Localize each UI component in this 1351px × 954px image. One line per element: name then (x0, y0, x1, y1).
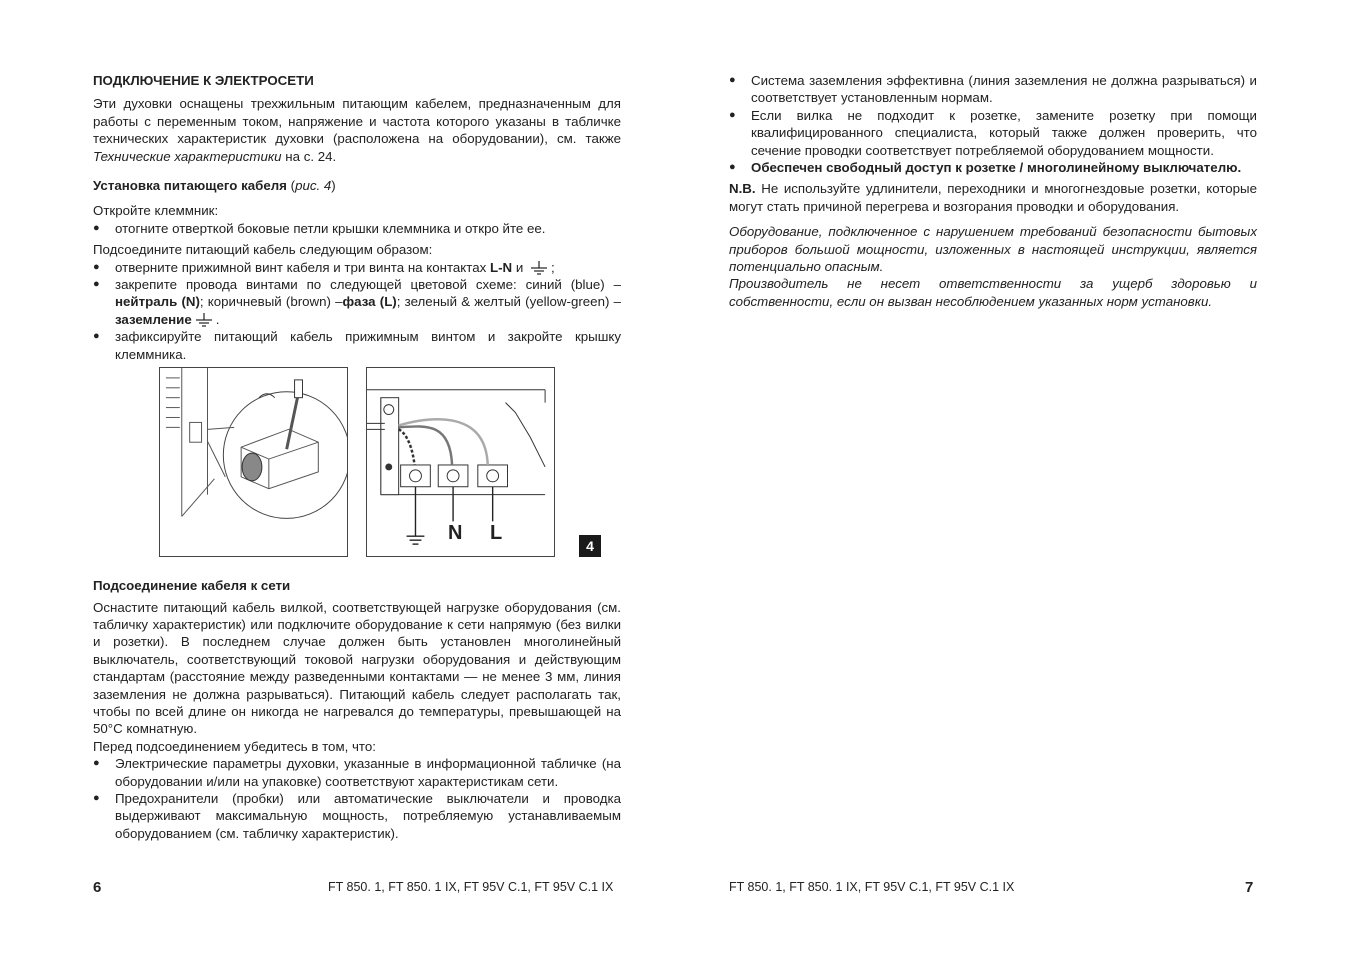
b1-text: отверните прижимной винт кабеля и три винта на контактах (115, 259, 490, 275)
page-number-right: 7 (1245, 879, 1254, 896)
fig-label-neutral: N (448, 522, 463, 545)
ground-icon (529, 261, 549, 275)
open-terminal-list (93, 220, 621, 237)
list-item (93, 259, 621, 276)
b1-bold: L-N (489, 259, 513, 275)
b2-ground: заземление (115, 311, 192, 327)
nb-label: N.B. (729, 181, 756, 197)
intro-paragraph (93, 95, 621, 165)
model-list-right: FT 850. 1, FT 850. 1 IX, FT 95V C.1, FT 95V C.1 IX (729, 880, 1015, 894)
b1-mid: и (512, 259, 527, 275)
list-item: ● отогните отверткой боковые петли крышки клеммника и откро йте ее. (93, 220, 621, 237)
list-item: ● Предохранители (пробки) или автоматические выключатели и проводка выдерживают максимальную мощность, потребляемую устанавливаемым оборудованием (см. табличку характеристик). (93, 790, 621, 842)
left-column (93, 72, 621, 842)
list-item: ● зафиксируйте питающий кабель прижимным винтом и закройте крышку клеммника. (93, 328, 621, 363)
list-item: ● Если вилка не подходит к розетке, замените розетку при помощи квалифицированного специалиста, который также должен проверить, что сечение проводки соответствует потребляемой оборудованием мощности. (729, 107, 1257, 159)
list-item: ● Система заземления эффективна (линия заземления не должна разрываться) и соответствует установленным нормам. (729, 72, 1257, 107)
list-item: ● Обеспечен свободный доступ к розетке / многолинейному выключателю. (729, 159, 1257, 176)
install-ref-open: ( (286, 178, 296, 194)
fig-label-line: L (490, 522, 503, 545)
open-terminal-text: Откройте клеммник: (93, 203, 219, 219)
install-ref-close: ) (331, 178, 336, 194)
b2-phase: фаза (L) (342, 294, 397, 310)
right-column (729, 72, 1257, 310)
page-number-left: 6 (93, 879, 102, 896)
network-paragraph: Оснастите питающий кабель вилкой, соответствующей нагрузке оборудования (см. табличку характеристик) или подключите оборудование к сети напрямую (без вилки и розетки). В последнем случае должен быть установлен многолинейный выключатель, соответствующий токовой нагрузки оборудования и действующим стандартам (расстояние между разведенными контактами — не менее 3 мм, линия заземления не должна разрываться). Питающий кабель следует располагать так, чтобы по всей длине он никогда не нагревался до температуры, превышающей на 50°C комнатную. (93, 599, 621, 737)
network-subheading: Подсоединение кабеля к сети (93, 578, 291, 594)
b2-text: закрепите провода винтами по следующей цветовой схеме: синий (blue) – (115, 277, 621, 293)
warning-paragraph-2: Производитель не несет ответственности за ущерб здоровью и собственности, если он вызван несоблюдением указанных норм установки. (729, 276, 1257, 309)
figure-area (93, 367, 621, 577)
before-text: Перед подсоединением убедитесь в том, что: (93, 738, 376, 754)
install-title: Установка питающего кабеля (93, 178, 287, 194)
check-list (93, 755, 621, 842)
intro-emphasis: Технические характеристики (93, 148, 282, 164)
b2-mid1: ; коричневый (brown) – (199, 294, 343, 310)
section-heading: ПОДКЛЮЧЕНИЕ К ЭЛЕКТРОСЕТИ (93, 73, 314, 88)
b2-neutral: нейтраль (N) (115, 294, 200, 310)
warning-paragraph-1: Оборудование, подключенное с нарушением требований безопасности бытовых приборов большой мощности, изложенных в настоящей инструкции, является потенциально опасным. (729, 224, 1257, 275)
connect-list (93, 259, 621, 363)
connect-intro: Подсоедините питающий кабель следующим образом: (93, 242, 433, 258)
list-item: ● Электрические параметры духовки, указанные в информационной табличке (на оборудовании и/или на упаковке) соответствуют характеристикам сети. (93, 755, 621, 790)
terminal-box-illustration (159, 367, 348, 557)
model-list-left: FT 850. 1, FT 850. 1 IX, FT 95V C.1, FT 95V C.1 IX (328, 880, 614, 894)
b2-mid2: ; зеленый & желтый (yellow-green) – (396, 294, 621, 310)
install-subheading (93, 177, 621, 194)
intro-end: на с. 24. (281, 148, 337, 164)
install-figure-ref: рис. 4 (295, 178, 332, 194)
nb-text: Не используйте удлинители, переходники и многогнездовые розетки, которые могут стать причиной перегрева и возгорания проводки и оборудования. (729, 181, 1257, 214)
figure-number: 4 (579, 535, 601, 557)
list-item (93, 276, 621, 328)
right-check-list (729, 72, 1257, 176)
intro-text: Эти духовки оснащены трехжильным питающим кабелем, предназначенным для работы с переменным током, напряжение и частота которого указаны в табличке технических характеристик духовки (расположена на оборудовании), см. также (93, 96, 621, 147)
b2-end: . (215, 311, 220, 327)
b1-end: ; (550, 259, 555, 275)
nb-paragraph (729, 180, 1257, 215)
ground-icon (194, 313, 214, 327)
